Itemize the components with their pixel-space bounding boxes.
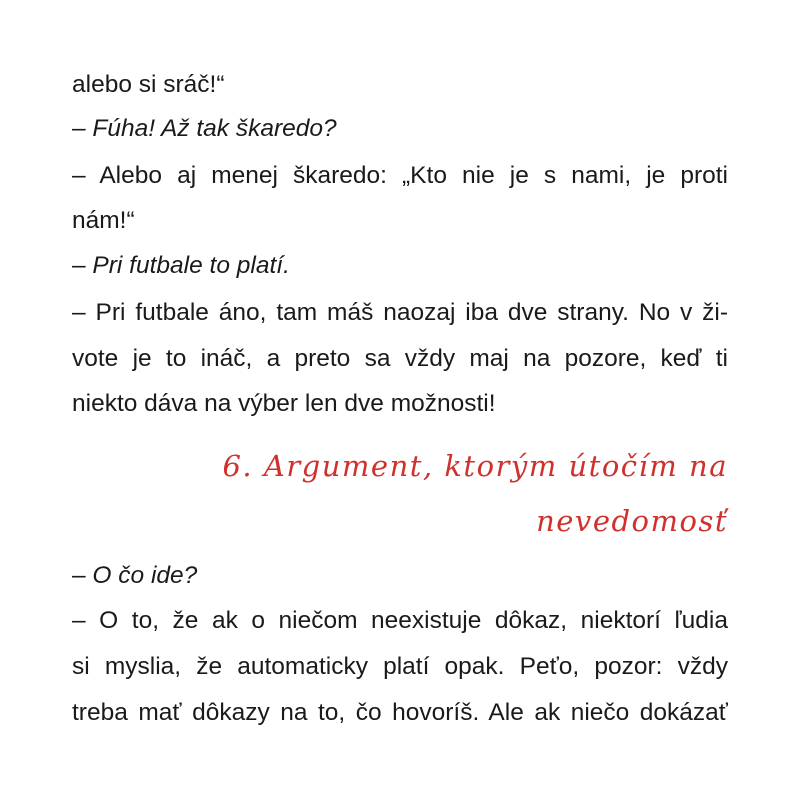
text-line: – O to, že ak o niečom neexistuje dôkaz, niektorí ľudia [72, 607, 728, 634]
text-line: alebo si sráč!“ [72, 71, 225, 98]
dialogue-line: – Fúha! Až tak škaredo? [72, 115, 337, 142]
text-line: niekto dáva na výber len dve možnosti! [72, 390, 496, 417]
text-line: treba mať dôkazy na to, čo hovoríš. Ale ak niečo dokázať [72, 699, 728, 726]
dialogue-line: – Pri futbale to platí. [72, 252, 290, 279]
text-line: – Pri futbale áno, tam máš naozaj iba dve strany. No v ži- [72, 299, 728, 326]
book-page [72, 0, 728, 800]
dialogue-line: – O čo ide? [72, 562, 198, 589]
text-line: si myslia, že automaticky platí opak. Peťo, pozor: vždy [72, 653, 728, 680]
section-heading: 6. Argument, ktorým útočím na [222, 449, 728, 483]
text-line: – Alebo aj menej škaredo: „Kto nie je s nami, je proti [72, 162, 728, 189]
text-line: vote je to ináč, a preto sa vždy maj na pozore, keď ti [72, 345, 728, 372]
text-line: nám!“ [72, 207, 135, 234]
section-heading-continued: nevedomosť [536, 504, 728, 538]
